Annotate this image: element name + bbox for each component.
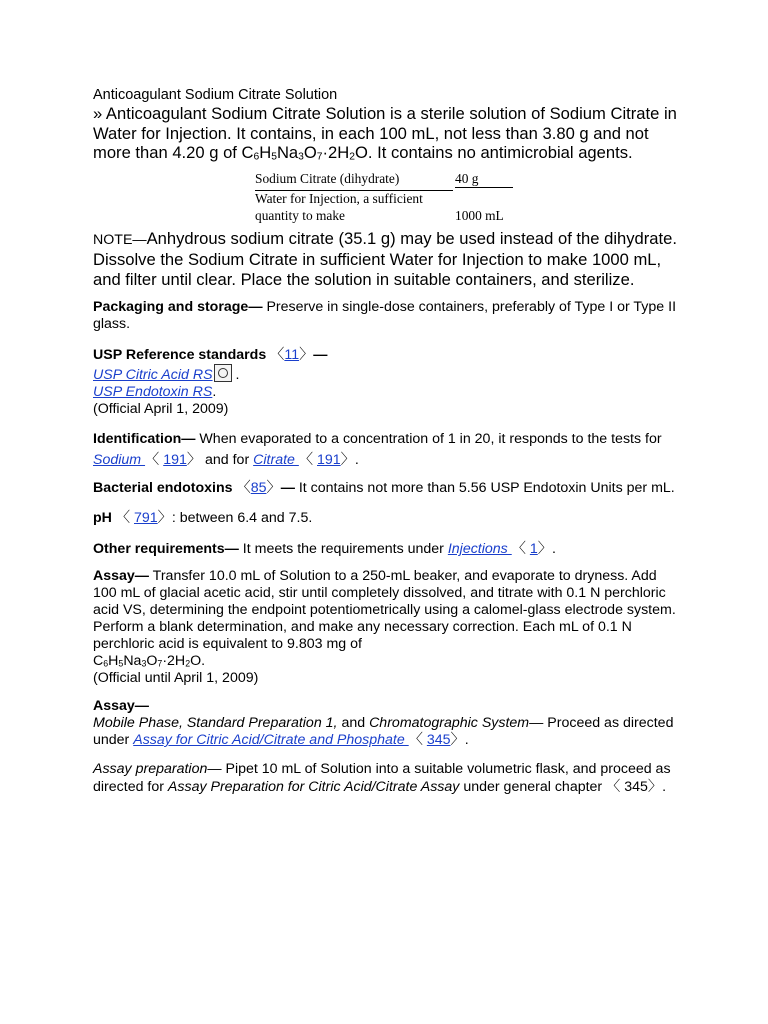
formula-row2-label-1: Water for Injection, a sufficient <box>255 190 423 206</box>
note-label: NOTE— <box>93 231 147 248</box>
usp-reference-dash: — <box>313 347 328 363</box>
ph-heading: pH <box>93 510 112 526</box>
formula-table <box>93 170 683 226</box>
ph-text: : between 6.4 and 7.5. <box>171 510 313 526</box>
identification-and-for: and for <box>201 452 254 468</box>
packaging-section <box>93 299 683 333</box>
bacterial-endotoxins-text: It contains not more than 5.56 USP Endotoxin Units per mL. <box>294 480 675 496</box>
assay-titration-heading: Assay— <box>93 568 149 584</box>
assay-mobile-phase-text: Mobile Phase, Standard Preparation 1, <box>93 715 338 731</box>
other-requirements-text: It meets the requirements under <box>238 541 448 557</box>
formula-row1-label: Sodium Citrate (dihydrate) <box>255 170 400 186</box>
chapter-791-link[interactable]: 791 <box>134 510 158 526</box>
assay-chromatographic-section: Assay— Mobile Phase, Standard Preparation 1, and Chromatographic System— Proceed as directed under Assay for Citric Acid/Citrate and Phosphate 〈 345〉. <box>93 698 674 748</box>
note-text: Anhydrous sodium citrate (35.1 g) may be used instead of the dihydrate. <box>146 228 677 248</box>
note-paragraph <box>93 229 683 251</box>
assay-titration-official: (Official until April 1, 2009) <box>93 670 259 686</box>
identification-text: When evaporated to a concentration of 1 in 20, it responds to the tests for <box>195 431 662 447</box>
sodium-link[interactable]: Sodium <box>93 452 146 468</box>
chemical-formula: $C_6H_5Na_3O_7\cdot 2H_2O$ <box>241 143 368 163</box>
identification-heading: Identification— <box>93 431 196 447</box>
assay-preparation-text-2: under general chapter <box>459 779 607 795</box>
assay-and-text: and <box>337 715 370 731</box>
dissolve-paragraph: Dissolve the Sodium Citrate in sufficient Water for Injection to make 1000 mL, and filter until clear. Place the solution in suitable containers, and sterilize. <box>93 250 662 289</box>
usp-reference-heading: USP Reference standards <box>93 347 267 363</box>
assay-chromatographic-system-text: Chromatographic System <box>369 715 530 731</box>
other-requirements-section: Other requirements— It meets the requirements under Injections 〈 1〉. <box>93 541 556 557</box>
assay-proceed-text: — Proceed as directed under <box>93 715 674 748</box>
packaging-heading: Packaging and storage— <box>93 299 263 315</box>
chapter-11-link[interactable]: 11 <box>284 347 300 363</box>
chapter-1-link[interactable]: 1 <box>529 541 538 557</box>
injections-link[interactable]: Injections <box>447 541 512 557</box>
assay-preparation-italic: Assay Preparation for Citric Acid/Citrate Assay <box>167 779 460 795</box>
assay-titration-section <box>93 568 683 687</box>
identification-section: Identification— When evaporated to a concentration of 1 in 20, it responds to the tests for Sodium 〈 191〉 and for Citrate 〈 191〉. <box>93 431 662 468</box>
intro-paragraph <box>93 104 683 163</box>
formula-underline <box>455 187 513 188</box>
ph-section: pH 〈 791〉: between 6.4 and 7.5. <box>93 510 313 526</box>
assay-chromatographic-heading: Assay— <box>93 698 149 714</box>
citrate-link[interactable]: Citrate <box>253 452 299 468</box>
assay-preparation-chapter: 345 <box>624 779 648 795</box>
usp-citric-acid-rs-link[interactable]: USP Citric Acid RS <box>93 367 213 383</box>
bacterial-endotoxins-dash: — <box>280 480 295 496</box>
other-requirements-heading: Other requirements— <box>93 541 239 557</box>
assay-citric-acid-link[interactable]: Assay for Citric Acid/Citrate and Phosphate <box>133 732 409 748</box>
reference-standard-icon[interactable] <box>214 364 232 382</box>
formula-row2-label-2: quantity to make <box>255 207 345 223</box>
packaging-text: Preserve in single-dose containers, preferably of Type I or Type II glass. <box>93 299 677 332</box>
bacterial-endotoxins-section: Bacterial endotoxins 〈85〉— It contains not more than 5.56 USP Endotoxin Units per mL. <box>93 480 675 496</box>
document-page <box>93 86 683 796</box>
chapter-85-link[interactable]: 85 <box>250 480 267 496</box>
chapter-191-sodium-link[interactable]: 191 <box>163 452 187 468</box>
formula-row2-value: 1000 mL <box>455 207 504 223</box>
bacterial-endotoxins-heading: Bacterial endotoxins <box>93 480 233 496</box>
intro-text: » Anticoagulant Sodium Citrate Solution is a sterile solution of Sodium Citrate in Water for Injection. It contains, in each 100 mL, not less than 3.80 g and not more than 4.20 g of <box>93 104 677 162</box>
assay-titration-text: Transfer 10.0 mL of Solution to a 250-mL beaker, and evaporate to dryness. Add 100 mL of glacial acetic acid, stir until completely dissolved, and titrate with 0.1 N perchloric acid VS, determining the endpoint potentiometrically using a calomel-glass electrode system. Perform a blank determination, and make any necessary correction. Each mL of 0.1 N perchloric acid is equivalent to 9.803 mg of <box>93 568 676 652</box>
intro-suffix: . It contains no antimicrobial agents. <box>367 143 633 162</box>
usp-endotoxin-rs-link[interactable]: USP Endotoxin RS <box>93 384 213 400</box>
assay-preparation-text: — Pipet 10 mL of Solution into a suitable volumetric flask, and proceed as directed for <box>93 761 671 795</box>
assay-formula: $C_6H_5Na_3O_7\cdot 2H_2O$. <box>93 653 206 669</box>
usp-reference-official: (Official April 1, 2009) <box>93 401 229 417</box>
assay-preparation-section: Assay preparation— Pipet 10 mL of Solution into a suitable volumetric flask, and proceed as directed for Assay Preparation for Citric Acid/Citrate Assay under general chapter 〈 345〉. <box>93 761 671 795</box>
chapter-191-citrate-link[interactable]: 191 <box>317 452 341 468</box>
assay-preparation-heading: Assay preparation <box>93 761 208 777</box>
monograph-title: Anticoagulant Sodium Citrate Solution <box>93 87 338 103</box>
usp-reference-section: USP Reference standards 〈11〉— USP Citric Acid RS . USP Endotoxin RS. (Official April 1, 2009) <box>93 347 328 417</box>
formula-row1-value: 40 g <box>455 170 479 186</box>
chapter-345-link[interactable]: 345 <box>426 732 451 748</box>
